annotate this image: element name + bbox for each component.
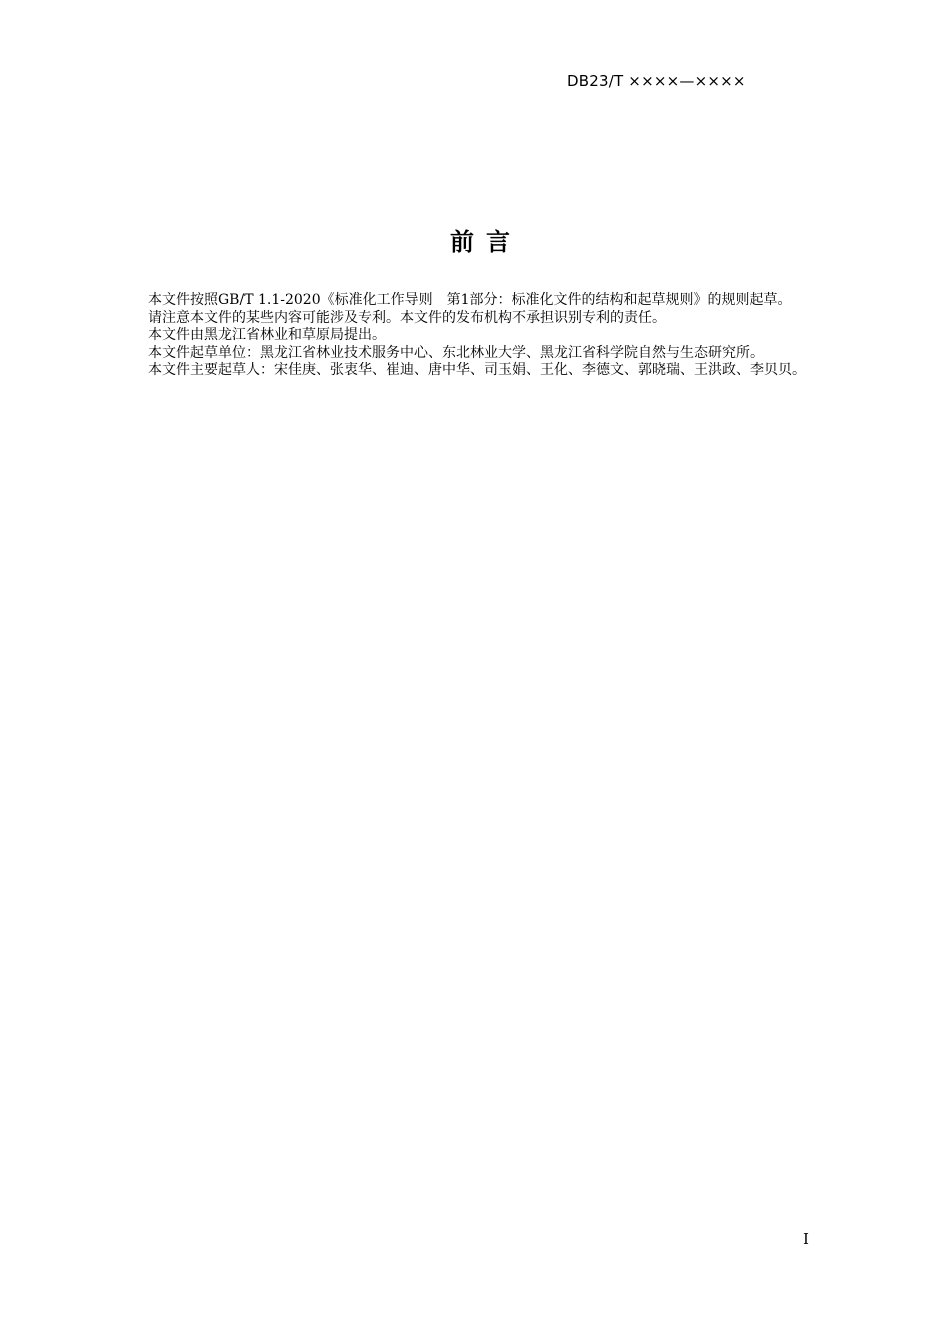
paragraph-drafters: 本文件主要起草人：宋佳庚、张衷华、崔迪、唐中华、司玉娟、王化、李德文、郭晓瑞、王洪政、李贝贝。 [148,362,806,379]
paragraph-patent-notice: 请注意本文件的某些内容可能涉及专利。本文件的发布机构不承担识别专利的责任。 [148,309,666,326]
document-code: DB23/T ××××—×××× [567,72,746,90]
foreword-body [114,292,874,380]
paragraph-drafting-rules: 本文件按照GB/T 1.1-2020《标准化工作导则 第1部分：标准化文件的结构和起草规则》的规则起草。 [148,292,792,308]
page-number: I [803,1230,809,1248]
paragraph-drafting-units: 本文件起草单位：黑龙江省林业技术服务中心、东北林业大学、黑龙江省科学院自然与生态研究所。 [148,344,764,361]
page-title: 前言 [450,228,522,256]
paragraph-proposer: 本文件由黑龙江省林业和草原局提出。 [148,327,386,344]
